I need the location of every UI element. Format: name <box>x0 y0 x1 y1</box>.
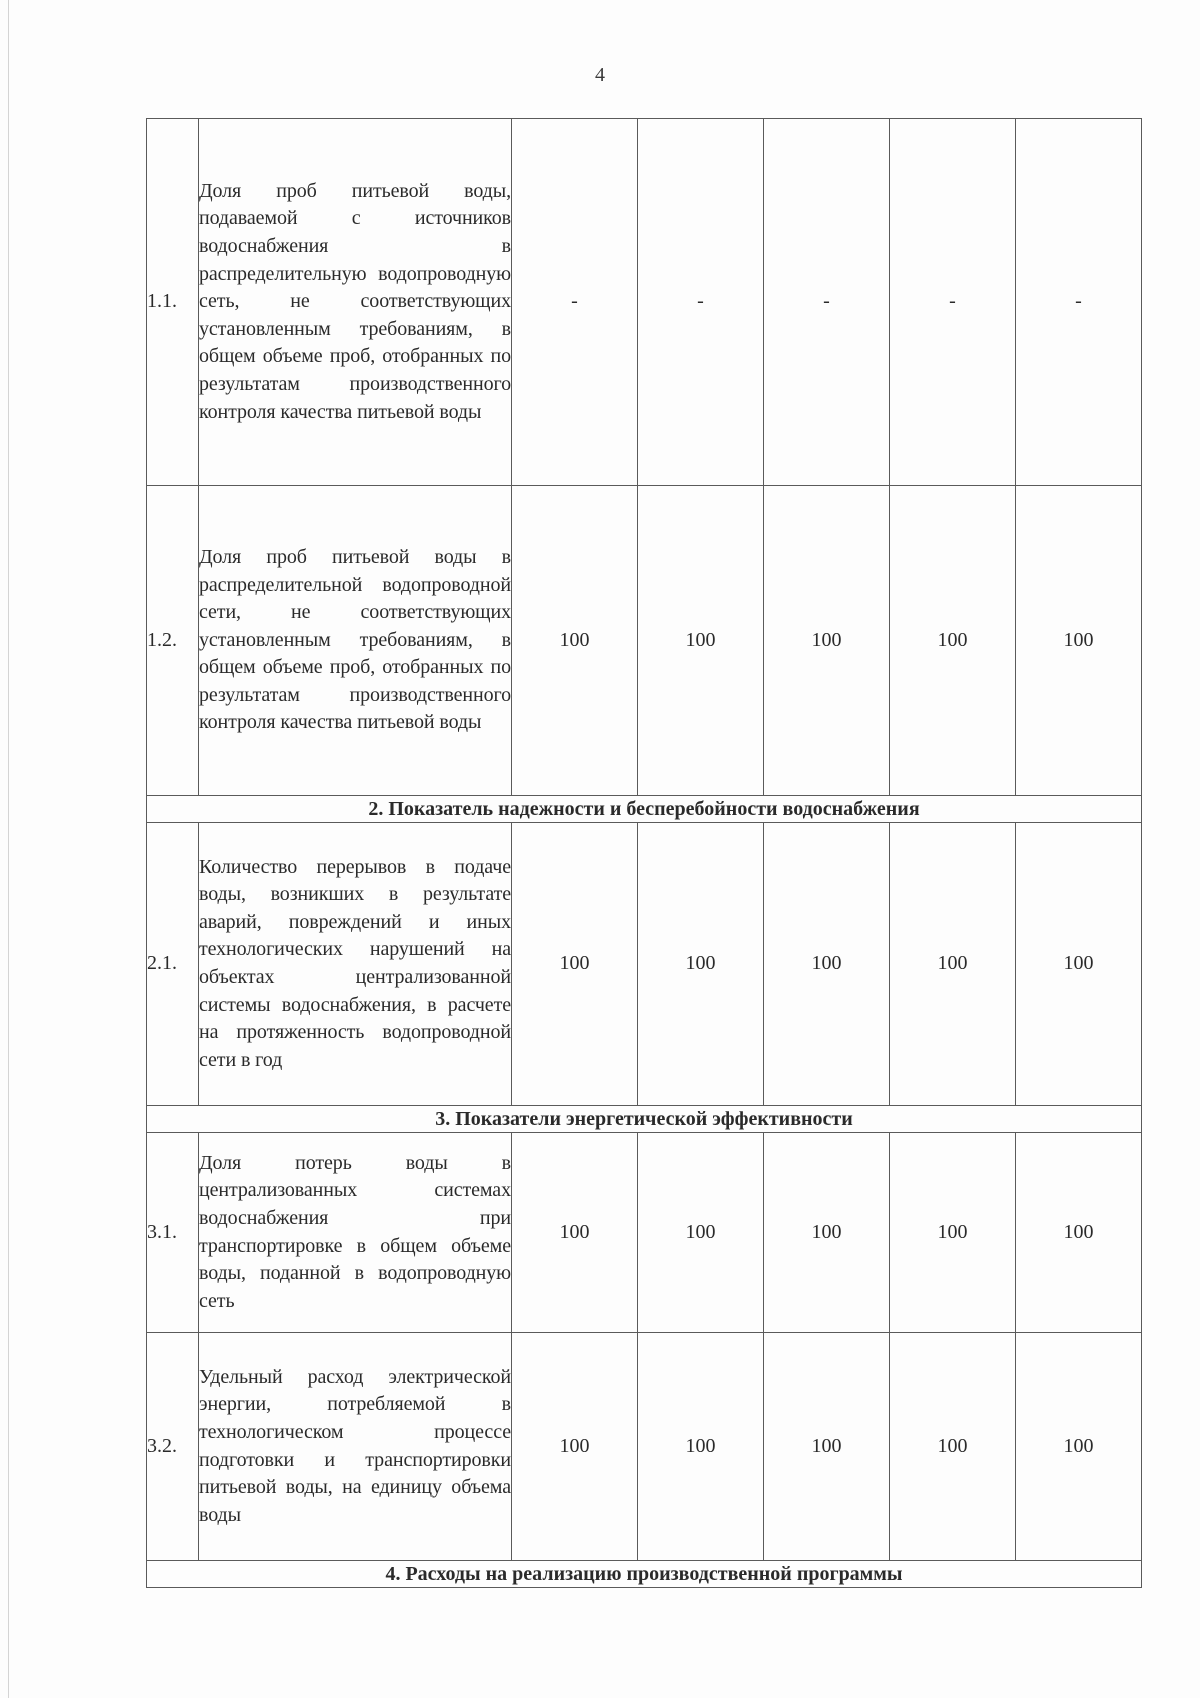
section-row <box>147 1106 1142 1133</box>
value-cell: 100 <box>1016 486 1142 796</box>
section-heading: 2. Показатель надежности и бесперебойности водоснабжения <box>147 796 1142 823</box>
value-cell: 100 <box>890 1133 1016 1333</box>
indicator-name: Доля проб питьевой воды в распределительной водопроводной сети, не соответствующих установленным требованиям, в общем объеме проб, отобранных по результатам производственного контроля качества питьевой воды <box>199 486 512 796</box>
page-number: 4 <box>595 64 605 86</box>
value-cell: 100 <box>512 486 638 796</box>
value-cell: 100 <box>512 1333 638 1561</box>
value-cell: 100 <box>764 486 890 796</box>
value-cell: 100 <box>1016 1333 1142 1561</box>
section-row <box>147 1561 1142 1588</box>
value-cell: 100 <box>638 1133 764 1333</box>
row-number: 3.1. <box>147 1133 199 1333</box>
value-cell: 100 <box>764 1333 890 1561</box>
value-cell: 100 <box>764 823 890 1106</box>
value-cell: - <box>512 119 638 486</box>
row-number: 1.2. <box>147 486 199 796</box>
indicator-name: Удельный расход электрической энергии, потребляемой в технологическом процессе подготовки и транспортировки питьевой воды, на единицу объема воды <box>199 1333 512 1561</box>
value-cell: 100 <box>638 823 764 1106</box>
indicator-name: Доля проб питьевой воды, подаваемой с источников водоснабжения в распределительную водопроводную сеть, не соответствующих установленным требованиям, в общем объеме проб, отобранных по результатам производственного контроля качества питьевой воды <box>199 119 512 486</box>
table-row <box>147 1133 1142 1333</box>
value-cell: 100 <box>890 486 1016 796</box>
row-number: 1.1. <box>147 119 199 486</box>
indicator-name: Доля потерь воды в централизованных системах водоснабжения при транспортировке в общем объеме воды, поданной в водопроводную сеть <box>199 1133 512 1333</box>
indicators-table <box>146 118 1142 1588</box>
value-cell: 100 <box>890 1333 1016 1561</box>
value-cell: 100 <box>638 1333 764 1561</box>
value-cell: - <box>638 119 764 486</box>
section-heading: 3. Показатели энергетической эффективности <box>147 1106 1142 1133</box>
row-number: 3.2. <box>147 1333 199 1561</box>
value-cell: 100 <box>1016 1133 1142 1333</box>
scan-edge-line <box>8 0 9 1698</box>
value-cell: 100 <box>512 1133 638 1333</box>
table-row <box>147 1333 1142 1561</box>
value-cell: 100 <box>512 823 638 1106</box>
value-cell: 100 <box>638 486 764 796</box>
row-number: 2.1. <box>147 823 199 1106</box>
indicator-name: Количество перерывов в подаче воды, возникших в результате аварий, повреждений и иных технологических нарушений на объектах централизованной системы водоснабжения, в расчете на протяженность водопроводной сети в год <box>199 823 512 1106</box>
value-cell: - <box>890 119 1016 486</box>
value-cell: 100 <box>1016 823 1142 1106</box>
section-heading: 4. Расходы на реализацию производственной программы <box>147 1561 1142 1588</box>
value-cell: - <box>764 119 890 486</box>
value-cell: - <box>1016 119 1142 486</box>
table-row <box>147 823 1142 1106</box>
section-row <box>147 796 1142 823</box>
table-row <box>147 486 1142 796</box>
value-cell: 100 <box>764 1133 890 1333</box>
table-row <box>147 119 1142 486</box>
value-cell: 100 <box>890 823 1016 1106</box>
